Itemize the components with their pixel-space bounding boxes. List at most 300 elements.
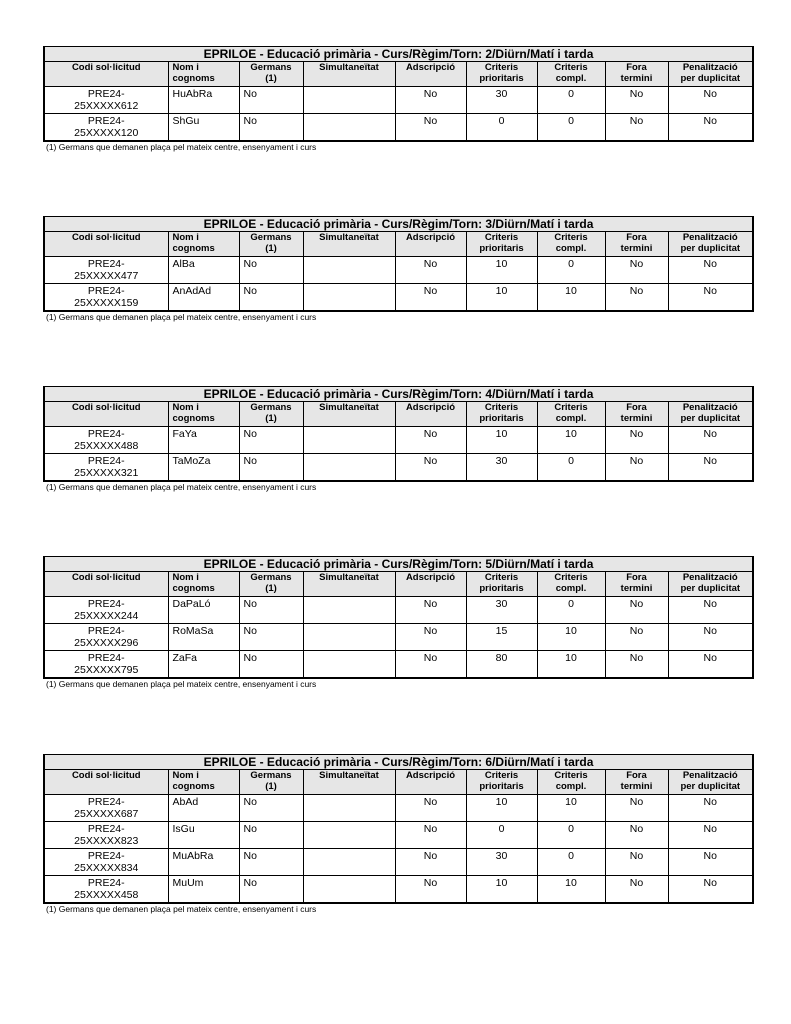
header-criteris-prioritaris-text: Criteris	[484, 572, 519, 583]
header-criteris-prioritaris-text: prioritaris	[479, 243, 524, 254]
cell-penalitzacio: No	[668, 114, 753, 142]
table-title: EPRILOE - Educació primària - Curs/Règim/Torn: 6/Diürn/Matí i tarda	[44, 755, 753, 770]
header-criteris-compl-text: Criteris	[554, 770, 588, 781]
header-nom	[168, 402, 239, 427]
codi-line-1: PRE24-	[87, 88, 125, 100]
cell-nom: HuAbRa	[168, 87, 239, 114]
footnote: (1) Germans que demanen plaça pel mateix centre, ensenyament i curs	[46, 312, 317, 322]
header-adscripcio-text: Adscripció	[405, 402, 456, 413]
header-fora-termini-text: termini	[620, 583, 653, 594]
cell-penalitzacio: No	[668, 454, 753, 482]
header-nom-text: cognoms	[172, 583, 215, 594]
cell-fora-termini: No	[605, 597, 668, 624]
cell-codi	[44, 284, 168, 312]
codi-line-2: 25XXXXX296	[74, 637, 139, 649]
header-fora-termini	[605, 62, 668, 87]
codi-line-1: PRE24-	[87, 877, 125, 889]
header-germans-text: Germans	[250, 62, 292, 73]
codi-line-1: PRE24-	[87, 850, 125, 862]
results-table	[43, 216, 754, 312]
cell-simultaneitat	[303, 822, 395, 849]
header-simultaneitat-text: Simultaneïtat	[319, 402, 379, 413]
cell-penalitzacio: No	[668, 257, 753, 284]
header-fora-termini-text: termini	[620, 413, 653, 424]
header-penalitzacio-text: per duplicitat	[680, 73, 741, 84]
cell-penalitzacio: No	[668, 822, 753, 849]
header-germans-text: Germans	[250, 572, 292, 583]
header-penalitzacio-text: Penalització	[682, 572, 738, 583]
header-nom	[168, 232, 239, 257]
header-nom-text: Nom i	[172, 232, 199, 243]
cell-codi	[44, 597, 168, 624]
codi-line-2: 25XXXXX823	[74, 835, 139, 847]
results-table-block	[43, 216, 752, 323]
codi-line-1: PRE24-	[87, 625, 125, 637]
codi-line-2: 25XXXXX488	[74, 440, 139, 452]
footnote: (1) Germans que demanen plaça pel mateix centre, ensenyament i curs	[46, 482, 317, 492]
cell-simultaneitat	[303, 454, 395, 482]
cell-criteris-prioritaris: 30	[466, 454, 537, 482]
table-title-row	[44, 557, 753, 572]
cell-germans: No	[239, 822, 303, 849]
header-adscripcio-text: Adscripció	[405, 572, 456, 583]
header-simultaneitat	[303, 62, 395, 87]
cell-germans: No	[239, 284, 303, 312]
cell-nom: RoMaSa	[168, 624, 239, 651]
header-criteris-compl-text: compl.	[555, 781, 587, 792]
cell-simultaneitat	[303, 849, 395, 876]
cell-simultaneitat	[303, 795, 395, 822]
cell-criteris-compl: 0	[537, 597, 605, 624]
codi-line-1: PRE24-	[87, 258, 125, 270]
header-nom-text: Nom i	[172, 62, 199, 73]
cell-adscripcio: No	[395, 822, 466, 849]
cell-adscripcio: No	[395, 651, 466, 679]
cell-simultaneitat	[303, 257, 395, 284]
header-criteris-prioritaris-text: prioritaris	[479, 413, 524, 424]
header-simultaneitat	[303, 572, 395, 597]
header-adscripcio	[395, 770, 466, 795]
header-adscripcio	[395, 62, 466, 87]
header-criteris-compl	[537, 62, 605, 87]
header-germans-text: (1)	[265, 413, 277, 424]
header-criteris-compl	[537, 572, 605, 597]
cell-criteris-compl: 10	[537, 651, 605, 679]
cell-fora-termini: No	[605, 849, 668, 876]
header-codi-text: Codi sol·licitud	[71, 572, 141, 583]
cell-fora-termini: No	[605, 651, 668, 679]
cell-germans: No	[239, 651, 303, 679]
cell-adscripcio: No	[395, 284, 466, 312]
header-adscripcio-text: Adscripció	[405, 770, 456, 781]
header-germans-text: Germans	[250, 232, 292, 243]
codi-line-1: PRE24-	[87, 285, 125, 297]
cell-simultaneitat	[303, 114, 395, 142]
header-codi	[44, 232, 168, 257]
header-fora-termini-text: Fora	[626, 232, 647, 243]
table-row	[44, 795, 753, 822]
codi-line-2: 25XXXXX834	[74, 862, 139, 874]
results-table	[43, 556, 754, 679]
cell-adscripcio: No	[395, 597, 466, 624]
header-criteris-compl-text: compl.	[555, 243, 587, 254]
cell-criteris-prioritaris: 30	[466, 87, 537, 114]
cell-fora-termini: No	[605, 284, 668, 312]
header-nom-text: cognoms	[172, 413, 215, 424]
header-nom-text: cognoms	[172, 781, 215, 792]
cell-codi	[44, 257, 168, 284]
codi-line-1: PRE24-	[87, 823, 125, 835]
cell-adscripcio: No	[395, 114, 466, 142]
cell-criteris-compl: 10	[537, 284, 605, 312]
cell-criteris-prioritaris: 10	[466, 257, 537, 284]
codi-line-1: PRE24-	[87, 598, 125, 610]
header-penalitzacio	[668, 402, 753, 427]
table-row	[44, 427, 753, 454]
header-germans-text: Germans	[250, 770, 292, 781]
header-criteris-prioritaris	[466, 232, 537, 257]
cell-codi	[44, 795, 168, 822]
header-codi	[44, 62, 168, 87]
cell-criteris-compl: 10	[537, 795, 605, 822]
cell-nom: IsGu	[168, 822, 239, 849]
header-fora-termini-text: Fora	[626, 770, 647, 781]
codi-line-2: 25XXXXX120	[74, 127, 139, 139]
cell-germans: No	[239, 454, 303, 482]
header-fora-termini	[605, 770, 668, 795]
header-criteris-prioritaris-text: Criteris	[484, 62, 519, 73]
results-table-block	[43, 386, 752, 493]
table-title: EPRILOE - Educació primària - Curs/Règim/Torn: 3/Diürn/Matí i tarda	[44, 217, 753, 232]
cell-criteris-compl: 0	[537, 257, 605, 284]
cell-criteris-compl: 0	[537, 454, 605, 482]
header-germans-text: (1)	[265, 243, 277, 254]
results-table	[43, 46, 754, 142]
cell-penalitzacio: No	[668, 427, 753, 454]
table-title-row	[44, 47, 753, 62]
codi-line-2: 25XXXXX244	[74, 610, 139, 622]
cell-adscripcio: No	[395, 427, 466, 454]
cell-penalitzacio: No	[668, 597, 753, 624]
cell-germans: No	[239, 87, 303, 114]
cell-fora-termini: No	[605, 876, 668, 904]
cell-criteris-prioritaris: 0	[466, 822, 537, 849]
table-title: EPRILOE - Educació primària - Curs/Règim/Torn: 2/Diürn/Matí i tarda	[44, 47, 753, 62]
table-title-row	[44, 755, 753, 770]
header-criteris-compl	[537, 232, 605, 257]
table-row	[44, 284, 753, 312]
table-title-row	[44, 217, 753, 232]
cell-simultaneitat	[303, 876, 395, 904]
header-fora-termini	[605, 232, 668, 257]
codi-line-2: 25XXXXX477	[74, 270, 139, 282]
cell-nom: MuAbRa	[168, 849, 239, 876]
cell-nom: AbAd	[168, 795, 239, 822]
header-penalitzacio-text: Penalització	[682, 62, 738, 73]
codi-line-2: 25XXXXX612	[74, 100, 139, 112]
header-codi	[44, 572, 168, 597]
header-criteris-compl-text: Criteris	[554, 232, 588, 243]
header-nom-text: Nom i	[172, 770, 199, 781]
cell-adscripcio: No	[395, 624, 466, 651]
header-adscripcio	[395, 572, 466, 597]
cell-nom: AnAdAd	[168, 284, 239, 312]
cell-nom: DaPaLó	[168, 597, 239, 624]
table-row	[44, 257, 753, 284]
table-row	[44, 876, 753, 904]
header-adscripcio	[395, 402, 466, 427]
cell-criteris-prioritaris: 80	[466, 651, 537, 679]
header-nom-text: Nom i	[172, 402, 199, 413]
cell-nom: MuUm	[168, 876, 239, 904]
results-table-block	[43, 556, 752, 690]
footnote: (1) Germans que demanen plaça pel mateix centre, ensenyament i curs	[46, 904, 317, 914]
results-table	[43, 754, 754, 904]
header-simultaneitat-text: Simultaneïtat	[319, 770, 379, 781]
header-fora-termini-text: termini	[620, 73, 653, 84]
header-criteris-compl-text: Criteris	[554, 402, 588, 413]
header-penalitzacio	[668, 770, 753, 795]
cell-criteris-prioritaris: 10	[466, 427, 537, 454]
header-penalitzacio-text: per duplicitat	[680, 243, 741, 254]
table-row	[44, 822, 753, 849]
header-simultaneitat-text: Simultaneïtat	[319, 572, 379, 583]
header-criteris-prioritaris	[466, 62, 537, 87]
cell-codi	[44, 651, 168, 679]
cell-codi	[44, 87, 168, 114]
cell-codi	[44, 849, 168, 876]
cell-criteris-prioritaris: 30	[466, 597, 537, 624]
cell-criteris-prioritaris: 10	[466, 284, 537, 312]
table-row	[44, 114, 753, 142]
table-row	[44, 597, 753, 624]
footnote: (1) Germans que demanen plaça pel mateix centre, ensenyament i curs	[46, 679, 317, 689]
cell-criteris-compl: 10	[537, 624, 605, 651]
table-header-row	[44, 572, 753, 597]
header-fora-termini-text: termini	[620, 781, 653, 792]
cell-germans: No	[239, 849, 303, 876]
header-penalitzacio-text: Penalització	[682, 402, 738, 413]
cell-criteris-compl: 0	[537, 849, 605, 876]
cell-germans: No	[239, 597, 303, 624]
cell-adscripcio: No	[395, 87, 466, 114]
header-fora-termini-text: termini	[620, 243, 653, 254]
header-fora-termini-text: Fora	[626, 402, 647, 413]
codi-line-1: PRE24-	[87, 652, 125, 664]
cell-criteris-prioritaris: 15	[466, 624, 537, 651]
cell-penalitzacio: No	[668, 795, 753, 822]
cell-codi	[44, 454, 168, 482]
header-penalitzacio-text: Penalització	[682, 232, 738, 243]
codi-line-2: 25XXXXX321	[74, 467, 139, 479]
header-criteris-prioritaris	[466, 572, 537, 597]
header-codi	[44, 402, 168, 427]
header-germans-text: (1)	[265, 781, 277, 792]
header-nom	[168, 770, 239, 795]
cell-penalitzacio: No	[668, 849, 753, 876]
header-penalitzacio-text: per duplicitat	[680, 583, 741, 594]
cell-penalitzacio: No	[668, 87, 753, 114]
cell-criteris-prioritaris: 30	[466, 849, 537, 876]
cell-codi	[44, 876, 168, 904]
table-title: EPRILOE - Educació primària - Curs/Règim/Torn: 4/Diürn/Matí i tarda	[44, 387, 753, 402]
cell-criteris-compl: 10	[537, 876, 605, 904]
header-fora-termini-text: Fora	[626, 572, 647, 583]
table-row	[44, 454, 753, 482]
header-penalitzacio	[668, 62, 753, 87]
header-criteris-prioritaris	[466, 402, 537, 427]
cell-codi	[44, 624, 168, 651]
table-row	[44, 849, 753, 876]
cell-criteris-compl: 0	[537, 87, 605, 114]
cell-nom: AlBa	[168, 257, 239, 284]
header-criteris-compl-text: compl.	[555, 73, 587, 84]
cell-criteris-compl: 0	[537, 114, 605, 142]
cell-criteris-compl: 0	[537, 822, 605, 849]
header-penalitzacio-text: Penalització	[682, 770, 738, 781]
cell-fora-termini: No	[605, 87, 668, 114]
codi-line-1: PRE24-	[87, 428, 125, 440]
footnote: (1) Germans que demanen plaça pel mateix centre, ensenyament i curs	[46, 142, 317, 152]
cell-simultaneitat	[303, 597, 395, 624]
cell-adscripcio: No	[395, 257, 466, 284]
cell-fora-termini: No	[605, 795, 668, 822]
header-nom-text: Nom i	[172, 572, 199, 583]
codi-line-1: PRE24-	[87, 796, 125, 808]
codi-line-2: 25XXXXX687	[74, 808, 139, 820]
codi-line-1: PRE24-	[87, 455, 125, 467]
cell-fora-termini: No	[605, 624, 668, 651]
cell-penalitzacio: No	[668, 284, 753, 312]
header-penalitzacio-text: per duplicitat	[680, 781, 741, 792]
cell-nom: ZaFa	[168, 651, 239, 679]
header-fora-termini-text: Fora	[626, 62, 647, 73]
header-penalitzacio-text: per duplicitat	[680, 413, 741, 424]
cell-germans: No	[239, 257, 303, 284]
header-adscripcio	[395, 232, 466, 257]
header-nom-text: cognoms	[172, 243, 215, 254]
cell-simultaneitat	[303, 624, 395, 651]
header-criteris-compl-text: Criteris	[554, 572, 588, 583]
header-adscripcio-text: Adscripció	[405, 62, 456, 73]
header-fora-termini	[605, 572, 668, 597]
header-codi	[44, 770, 168, 795]
header-criteris-compl-text: compl.	[555, 583, 587, 594]
cell-codi	[44, 822, 168, 849]
header-simultaneitat	[303, 770, 395, 795]
cell-penalitzacio: No	[668, 651, 753, 679]
header-adscripcio-text: Adscripció	[405, 232, 456, 243]
header-nom	[168, 572, 239, 597]
table-header-row	[44, 62, 753, 87]
table-header-row	[44, 770, 753, 795]
cell-adscripcio: No	[395, 795, 466, 822]
cell-adscripcio: No	[395, 876, 466, 904]
header-criteris-prioritaris-text: Criteris	[484, 232, 519, 243]
cell-codi	[44, 427, 168, 454]
cell-criteris-compl: 10	[537, 427, 605, 454]
cell-nom: TaMoZa	[168, 454, 239, 482]
header-criteris-prioritaris-text: Criteris	[484, 402, 519, 413]
cell-criteris-prioritaris: 10	[466, 795, 537, 822]
cell-fora-termini: No	[605, 114, 668, 142]
cell-adscripcio: No	[395, 454, 466, 482]
cell-germans: No	[239, 427, 303, 454]
header-simultaneitat	[303, 402, 395, 427]
header-germans-text: (1)	[265, 73, 277, 84]
header-germans	[239, 62, 303, 87]
header-codi-text: Codi sol·licitud	[71, 770, 141, 781]
header-criteris-compl-text: compl.	[555, 413, 587, 424]
table-header-row	[44, 402, 753, 427]
header-criteris-compl	[537, 402, 605, 427]
header-criteris-prioritaris	[466, 770, 537, 795]
table-row	[44, 624, 753, 651]
cell-fora-termini: No	[605, 427, 668, 454]
header-codi-text: Codi sol·licitud	[71, 402, 141, 413]
header-criteris-compl	[537, 770, 605, 795]
cell-criteris-prioritaris: 0	[466, 114, 537, 142]
header-criteris-prioritaris-text: prioritaris	[479, 583, 524, 594]
results-table	[43, 386, 754, 482]
header-codi-text: Codi sol·licitud	[71, 62, 141, 73]
codi-line-1: PRE24-	[87, 115, 125, 127]
cell-adscripcio: No	[395, 849, 466, 876]
header-germans	[239, 232, 303, 257]
cell-fora-termini: No	[605, 454, 668, 482]
cell-fora-termini: No	[605, 257, 668, 284]
cell-simultaneitat	[303, 651, 395, 679]
codi-line-2: 25XXXXX159	[74, 297, 139, 309]
header-criteris-compl-text: Criteris	[554, 62, 588, 73]
header-germans	[239, 770, 303, 795]
cell-criteris-prioritaris: 10	[466, 876, 537, 904]
header-nom-text: cognoms	[172, 73, 215, 84]
results-table-block	[43, 754, 752, 915]
table-header-row	[44, 232, 753, 257]
header-germans-text: Germans	[250, 402, 292, 413]
results-table-block	[43, 46, 752, 153]
cell-penalitzacio: No	[668, 624, 753, 651]
header-criteris-prioritaris-text: prioritaris	[479, 781, 524, 792]
cell-fora-termini: No	[605, 822, 668, 849]
table-row	[44, 651, 753, 679]
cell-germans: No	[239, 876, 303, 904]
cell-germans: No	[239, 795, 303, 822]
header-penalitzacio	[668, 572, 753, 597]
cell-nom: FaYa	[168, 427, 239, 454]
header-penalitzacio	[668, 232, 753, 257]
header-simultaneitat-text: Simultaneïtat	[319, 62, 379, 73]
codi-line-2: 25XXXXX795	[74, 664, 139, 676]
cell-codi	[44, 114, 168, 142]
table-row	[44, 87, 753, 114]
cell-simultaneitat	[303, 87, 395, 114]
header-germans	[239, 572, 303, 597]
cell-germans: No	[239, 624, 303, 651]
table-title: EPRILOE - Educació primària - Curs/Règim/Torn: 5/Diürn/Matí i tarda	[44, 557, 753, 572]
header-germans	[239, 402, 303, 427]
header-simultaneitat-text: Simultaneïtat	[319, 232, 379, 243]
cell-germans: No	[239, 114, 303, 142]
codi-line-2: 25XXXXX458	[74, 889, 139, 901]
header-nom	[168, 62, 239, 87]
header-germans-text: (1)	[265, 583, 277, 594]
header-codi-text: Codi sol·licitud	[71, 232, 141, 243]
cell-simultaneitat	[303, 427, 395, 454]
cell-nom: ShGu	[168, 114, 239, 142]
table-title-row	[44, 387, 753, 402]
